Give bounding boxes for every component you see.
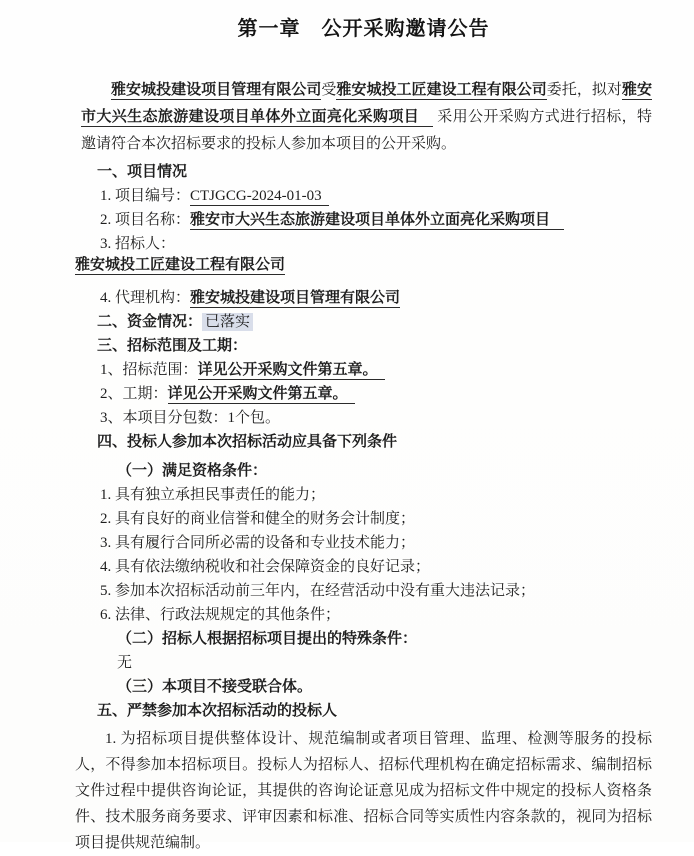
duration-label: 2、工期： xyxy=(100,386,168,402)
condition-item: 5. 参加本次招标活动前三年内，在经营活动中没有重大违法记录； xyxy=(100,583,536,599)
agency-company-name: 雅安城投建设项目管理有限公司 xyxy=(111,82,322,98)
intro-connector-1: 受 xyxy=(321,82,337,98)
funding-status-value: 已落实 xyxy=(202,313,253,331)
tenderee-label: 3. 招标人： xyxy=(100,236,176,252)
section-5-heading: 五、严禁参加本次招标活动的投标人 xyxy=(97,703,338,719)
intro-paragraph xyxy=(81,77,652,158)
page-title: 第一章 公开采购邀请公告 xyxy=(237,18,490,40)
funding-row xyxy=(97,310,652,334)
agent-row xyxy=(100,286,652,310)
project-name-label: 2. 项目名称： xyxy=(100,212,191,228)
project-name-inline: 雅安市大兴生态旅游建设项目单体外立面亮化采购项目 xyxy=(81,82,652,125)
project-number-label: 1. 项目编号： xyxy=(100,188,191,204)
section-1-heading: 一、项目情况 xyxy=(97,164,188,180)
tenderee-value: 雅安城投工匠建设工程有限公司 xyxy=(75,257,286,273)
condition-item: 1. 具有独立承担民事责任的能力； xyxy=(100,487,326,503)
duration-value: 详见公开采购文件第五章。 xyxy=(168,386,355,404)
consortium-subheading: （三）本项目不接受联合体。 xyxy=(117,679,313,695)
packages-row xyxy=(100,406,652,430)
condition-item: 6. 法律、行政法规规定的其他条件； xyxy=(100,607,341,623)
project-number-value: CTJGCG-2024-01-03 xyxy=(190,188,329,206)
project-number-row xyxy=(100,184,652,208)
agent-label: 4. 代理机构： xyxy=(100,290,191,306)
section-3-heading: 三、招标范围及工期： xyxy=(97,338,248,354)
prohibition-paragraph: 1. 为招标项目提供整体设计、规范编制或者项目管理、监理、检测等服务的投标人，不得参加本招标项目。投标人为招标人、招标代理机构在确定招标需求、编制招标文件过程中提供咨询论证，其提供的咨询论证意见成为招标文件中规定的投标人资格条件、技术服务商务要求、评审因素和标准、招标合同等实质性内容条款的，视同为招标项目提供规范编制。 xyxy=(75,731,652,851)
scope-label: 1、招标范围： xyxy=(100,362,198,378)
qualification-subheading: （一）满足资格条件： xyxy=(117,463,268,479)
section-4-heading: 四、投标人参加本次招标活动应具备下列条件 xyxy=(97,434,398,450)
client-company-name: 雅安城投工匠建设工程有限公司 xyxy=(336,82,547,98)
condition-item: 3. 具有履行合同所必需的设备和专业技术能力； xyxy=(100,535,416,551)
scope-value: 详见公开采购文件第五章。 xyxy=(198,362,385,380)
condition-item: 2. 具有良好的商业信誉和健全的财务会计制度； xyxy=(100,511,416,527)
funding-heading: 二、资金情况： xyxy=(97,314,203,330)
special-conditions-subheading: （二）招标人根据招标项目提出的特殊条件： xyxy=(117,631,418,647)
condition-item: 4. 具有依法缴纳税收和社会保障资金的良好记录； xyxy=(100,559,431,575)
scope-row xyxy=(100,358,652,382)
packages-value: 1个包。 xyxy=(227,410,281,426)
packages-label: 3、本项目分包数： xyxy=(100,410,228,426)
duration-row xyxy=(100,382,652,406)
intro-connector-2: 委托，拟对 xyxy=(546,82,622,98)
special-conditions-value: 无 xyxy=(117,655,133,671)
agent-value: 雅安城投建设项目管理有限公司 xyxy=(190,290,401,306)
project-name-row xyxy=(100,208,652,232)
tenderee-value-row xyxy=(75,253,652,277)
project-name-value: 雅安市大兴生态旅游建设项目单体外立面亮化采购项目 xyxy=(190,212,564,230)
intro-tail: 采用公开采购方式进行招标，特邀请符合本次招标要求的投标人参加本项目的公开采购。 xyxy=(81,109,652,152)
